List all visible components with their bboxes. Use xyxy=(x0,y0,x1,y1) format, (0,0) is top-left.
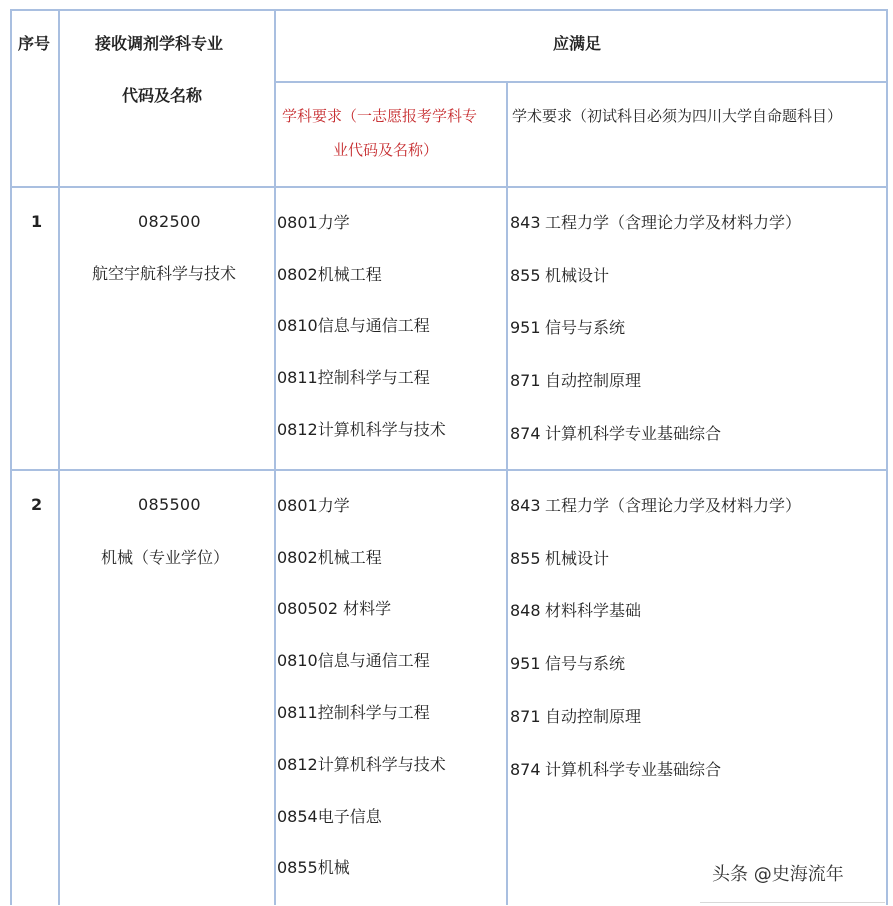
table-border xyxy=(10,9,12,905)
subject-item: 0812计算机科学与技术 xyxy=(277,420,446,439)
header-requirements: 应满足 xyxy=(553,34,602,53)
subject-item: 0811控制科学与工程 xyxy=(277,368,430,387)
exam-code: 855 xyxy=(510,266,541,285)
exam-code: 843 xyxy=(510,496,541,515)
row-seq: 1 xyxy=(31,212,43,231)
header-subject-requirement-line1: 学科要求（一志愿报考学科专 xyxy=(282,107,478,125)
exam-name: 计算机科学专业基础综合 xyxy=(545,424,722,443)
subject-item: 0855机械 xyxy=(277,858,350,877)
exam-name: 计算机科学专业基础综合 xyxy=(545,760,722,779)
table-border xyxy=(274,9,276,905)
exam-code: 951 xyxy=(510,654,541,673)
header-academic-requirement: 学术要求（初试科目必须为四川大学自命题科目） xyxy=(512,107,843,125)
subject-item: 0801力学 xyxy=(277,213,350,232)
exam-code: 951 xyxy=(510,318,541,337)
watermark-underline xyxy=(700,902,885,903)
exam-code: 855 xyxy=(510,549,541,568)
table-border xyxy=(58,9,60,905)
table-border xyxy=(10,9,888,11)
exam-name: 工程力学（含理论力学及材料力学） xyxy=(545,496,802,515)
table-border xyxy=(10,469,888,471)
subject-item: 0801力学 xyxy=(277,496,350,515)
exam-name: 机械设计 xyxy=(545,549,610,568)
exam-name: 信号与系统 xyxy=(545,318,626,337)
subject-item: 0811控制科学与工程 xyxy=(277,703,430,722)
table-border xyxy=(886,9,888,905)
subject-item: 080502 材料学 xyxy=(277,599,392,618)
header-subject-requirement-line2: 业代码及名称） xyxy=(333,141,439,159)
exam-name: 信号与系统 xyxy=(545,654,626,673)
major-name: 机械（专业学位） xyxy=(101,548,230,567)
exam-name: 材料科学基础 xyxy=(545,601,642,620)
exam-name: 机械设计 xyxy=(545,266,610,285)
row-seq: 2 xyxy=(31,495,43,514)
exam-name: 工程力学（含理论力学及材料力学） xyxy=(545,213,802,232)
table-border xyxy=(274,81,888,83)
subject-item: 0802机械工程 xyxy=(277,548,382,567)
header-seq: 序号 xyxy=(18,34,51,53)
subject-item: 0802机械工程 xyxy=(277,265,382,284)
header-major-line2: 代码及名称 xyxy=(122,86,203,105)
exam-code: 874 xyxy=(510,424,541,443)
major-code: 082500 xyxy=(138,212,201,231)
exam-code: 871 xyxy=(510,371,541,390)
major-code: 085500 xyxy=(138,495,201,514)
table-border xyxy=(10,186,888,188)
exam-code: 874 xyxy=(510,760,541,779)
table-border xyxy=(506,82,508,905)
watermark: 头条 @史海流年 xyxy=(712,864,844,885)
exam-code: 848 xyxy=(510,601,541,620)
subject-item: 0810信息与通信工程 xyxy=(277,651,430,670)
subject-item: 0812计算机科学与技术 xyxy=(277,755,446,774)
major-name: 航空宇航科学与技术 xyxy=(92,264,237,283)
subject-item: 0810信息与通信工程 xyxy=(277,316,430,335)
exam-code: 871 xyxy=(510,707,541,726)
exam-name: 自动控制原理 xyxy=(545,707,642,726)
subject-item: 0854电子信息 xyxy=(277,807,382,826)
header-major-line1: 接收调剂学科专业 xyxy=(95,34,224,53)
exam-code: 843 xyxy=(510,213,541,232)
exam-name: 自动控制原理 xyxy=(545,371,642,390)
